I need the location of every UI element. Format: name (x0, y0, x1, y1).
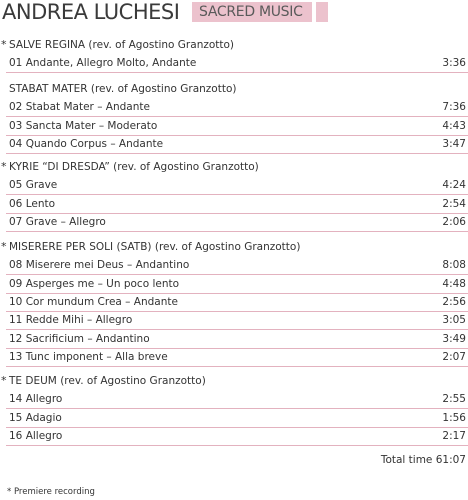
track-duration: 2:17 (442, 430, 466, 442)
track-row (0, 293, 468, 311)
track-label: 15 Adagio (9, 412, 62, 424)
track-label: 05 Grave (9, 179, 58, 191)
section-title-text: STABAT MATER (rev. of Agostino Granzotto) (9, 83, 237, 95)
section-title-text: MISERERE PER SOLI (SATB) (rev. of Agostino Granzotto) (9, 241, 301, 253)
track-duration: 2:07 (442, 351, 466, 363)
section-title (0, 158, 468, 176)
track-duration: 2:06 (442, 216, 466, 228)
track-row (0, 195, 468, 213)
section-title (0, 372, 468, 390)
track-duration: 2:55 (442, 393, 466, 405)
track-row (0, 98, 468, 116)
track-row (0, 409, 468, 427)
section-title-text: TE DEUM (rev. of Agostino Granzotto) (9, 375, 206, 387)
footnote: * Premiere recording (7, 487, 95, 497)
track-duration: 3:36 (442, 57, 466, 69)
track-label: 06 Lento (9, 198, 56, 210)
track-duration: 3:47 (442, 138, 466, 150)
track-label: 09 Asperges me – Un poco lento (9, 278, 180, 290)
total-time: Total time 61:07 (380, 454, 466, 466)
track-duration: 3:49 (442, 333, 466, 345)
track-label: 07 Grave – Allegro (9, 216, 106, 228)
track-duration: 2:54 (442, 198, 466, 210)
track-duration: 4:24 (442, 179, 466, 191)
track-label: 03 Sancta Mater – Moderato (9, 120, 158, 132)
track-label: 02 Stabat Mater – Andante (9, 101, 150, 113)
track-row (0, 390, 468, 408)
track-duration: 3:05 (442, 314, 466, 326)
row-divider (6, 231, 468, 232)
track-label: 11 Redde Mihi – Allegro (9, 314, 133, 326)
premiere-marker: * (1, 374, 7, 387)
section-title (0, 36, 468, 54)
track-row (0, 176, 468, 194)
section-title (0, 80, 468, 98)
track-label: 04 Quando Corpus – Andante (9, 138, 164, 150)
track-duration: 4:43 (442, 120, 466, 132)
track-label: 12 Sacrificium – Andantino (9, 333, 150, 345)
section-title (0, 238, 468, 256)
track-row (0, 275, 468, 293)
row-divider (6, 153, 468, 154)
row-divider (6, 72, 468, 73)
row-divider (6, 366, 468, 367)
premiere-marker: * (1, 38, 7, 51)
section-title-text: SALVE REGINA (rev. of Agostino Granzotto) (9, 39, 235, 51)
track-row (0, 311, 468, 329)
track-row (0, 135, 468, 153)
track-row (0, 54, 468, 72)
premiere-marker: * (1, 240, 7, 253)
premiere-marker: * (1, 160, 7, 173)
track-label: 08 Miserere mei Deus – Andantino (9, 259, 190, 271)
track-duration: 2:56 (442, 296, 466, 308)
track-label: 10 Cor mundum Crea – Andante (9, 296, 178, 308)
track-row (0, 348, 468, 366)
track-duration: 4:48 (442, 278, 466, 290)
composer-name: ANDREA LUCHESI (2, 0, 180, 24)
track-duration: 7:36 (442, 101, 466, 113)
track-duration: 8:08 (442, 259, 466, 271)
track-row (0, 213, 468, 231)
track-row (0, 330, 468, 348)
track-label: 16 Allegro (9, 430, 63, 442)
track-label: 14 Allegro (9, 393, 63, 405)
track-label: 01 Andante, Allegro Molto, Andante (9, 57, 197, 69)
track-row (0, 117, 468, 135)
track-label: 13 Tunc imponent – Alla breve (9, 351, 168, 363)
row-divider (6, 445, 468, 446)
track-duration: 1:56 (442, 412, 466, 424)
subtitle-badge: SACRED MUSIC (192, 2, 312, 22)
track-row (0, 427, 468, 445)
section-title-text: KYRIE “DI DRESDA” (rev. of Agostino Granzotto) (9, 161, 259, 173)
track-row (0, 256, 468, 274)
